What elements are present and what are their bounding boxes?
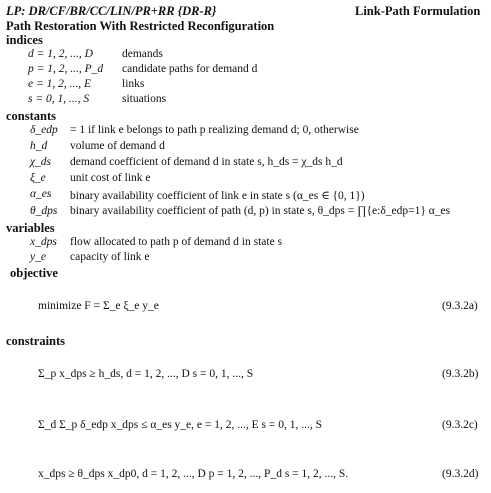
indices-heading: indices — [6, 33, 43, 47]
constant-description: volume of demand d — [70, 140, 165, 152]
equation-tag: (9.3.2b) — [442, 368, 479, 380]
constraints-heading: constraints — [6, 334, 66, 348]
constant-symbol: δ_edp — [30, 124, 58, 136]
problem-subtitle: Path Restoration With Restricted Reconfiguration — [6, 19, 275, 33]
index-description: candidate paths for demand d — [122, 63, 258, 75]
variable-description: flow allocated to path p of demand d in state s — [70, 236, 283, 248]
index-symbol: d = 1, 2, ..., D — [28, 48, 93, 60]
constant-symbol: h_d — [30, 140, 48, 152]
constant-symbol: θ_dps — [30, 205, 58, 217]
constant-symbol: χ_ds — [30, 156, 52, 168]
model-name: LP: DR/CF/BR/CC/LIN/PR+RR {DR-R} — [6, 4, 217, 18]
constraint-expression: Σ_d Σ_p δ_edp x_dps ≤ α_es y_e, e = 1, 2, ..., E s = 0, 1, ..., S — [38, 419, 323, 431]
constant-description: binary availability coefficient of path (d, p) in state s, θ_dps = ∏{e:δ_edp=1} α_es — [70, 205, 451, 217]
constraint-expression: x_dps ≥ θ_dps x_dp0, d = 1, 2, ..., D p = 1, 2, ..., P_d s = 1, 2, ..., S. — [38, 468, 349, 480]
variable-symbol: x_dps — [30, 236, 57, 248]
objective-heading: objective — [10, 266, 58, 280]
constant-description: = 1 if link e belongs to path p realizing demand d; 0, otherwise — [70, 124, 359, 136]
formulation-type: Link-Path Formulation — [355, 4, 481, 18]
equation-tag: (9.3.2d) — [442, 468, 479, 480]
variables-heading: variables — [6, 221, 55, 235]
variable-symbol: y_e — [30, 251, 46, 263]
variable-description: capacity of link e — [70, 251, 150, 263]
index-symbol: e = 1, 2, ..., E — [28, 78, 92, 90]
constant-symbol: ξ_e — [30, 172, 46, 184]
constants-heading: constants — [6, 109, 57, 123]
index-description: demands — [122, 48, 163, 60]
constraint-expression: Σ_p x_dps ≥ h_ds, d = 1, 2, ..., D s = 0, 1, ..., S — [38, 368, 254, 380]
constant-symbol: α_es — [30, 188, 52, 200]
constant-description: unit cost of link e — [70, 172, 151, 184]
objective-expression: minimize F = Σ_e ξ_e y_e — [38, 300, 159, 312]
index-symbol: p = 1, 2, ..., P_d — [28, 63, 104, 75]
constant-description: binary availability coefficient of link e in state s (α_es ∈ {0, 1}) — [70, 190, 365, 202]
constant-description: demand coefficient of demand d in state s, h_ds = χ_ds h_d — [70, 156, 343, 168]
index-description: links — [122, 78, 145, 90]
index-symbol: s = 0, 1, ..., S — [28, 93, 90, 105]
equation-tag: (9.3.2c) — [442, 419, 478, 431]
index-description: situations — [122, 93, 167, 105]
equation-tag: (9.3.2a) — [442, 300, 478, 312]
